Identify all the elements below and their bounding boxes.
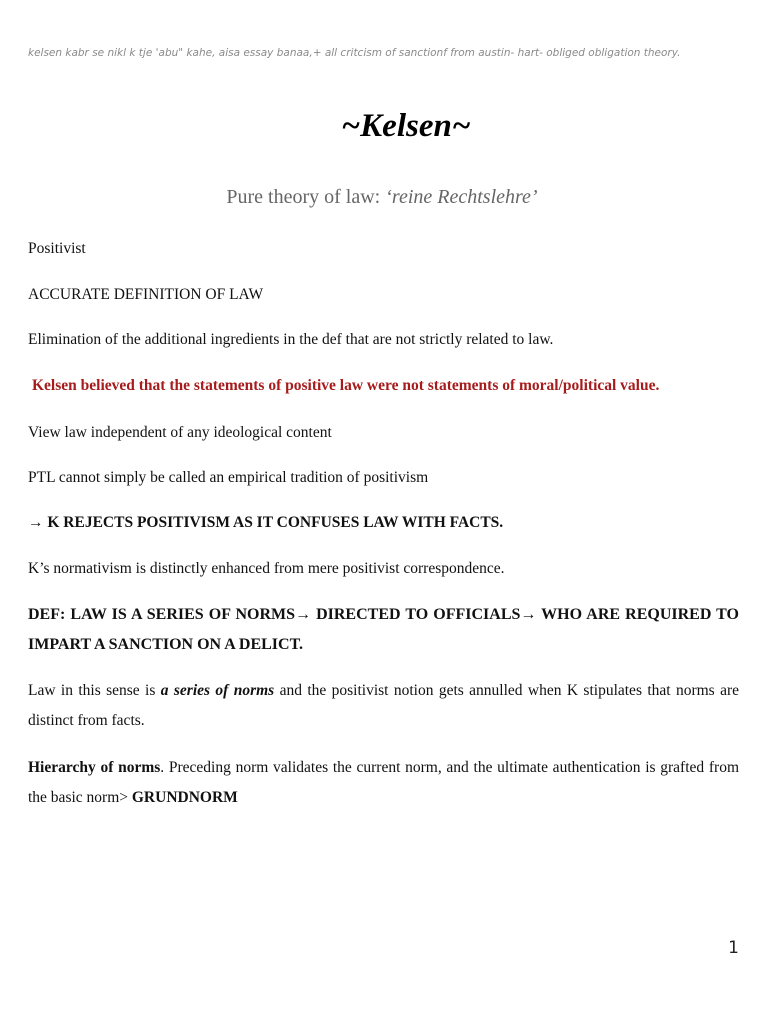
subtitle-prefix: Pure theory of law:	[226, 186, 386, 208]
paragraph-definition: DEF: LAW IS A SERIES OF NORMS→ DIRECTED TO OFFICIALS→ WHO ARE REQUIRED TO IMPART A SANCTION ON A DELICT.	[28, 606, 739, 653]
paragraph-k-rejects: → K REJECTS POSITIVISM AS IT CONFUSES LAW WITH FACTS.	[28, 514, 504, 531]
paragraph-elimination: Elimination of the additional ingredients in the def that are not strictly related to law.	[28, 331, 554, 348]
paragraph-ptl: PTL cannot simply be called an empirical tradition of positivism	[28, 469, 429, 486]
paragraph-normativism: K’s normativism is distinctly enhanced from mere positivist correspondence.	[28, 560, 505, 577]
paragraph-hierarchy	[28, 753, 739, 813]
page-subtitle	[0, 186, 764, 209]
law-sense-emphasis: a series of norms	[160, 682, 275, 699]
paragraph-view-law: View law independent of any ideological content	[28, 424, 332, 441]
paragraph-accurate-definition: ACCURATE DEFINITION OF LAW	[28, 286, 264, 303]
paragraph-kelsen-believed: Kelsen believed that the statements of positive law were not statements of moral/political value.	[32, 377, 660, 394]
law-sense-after: and the positivist notion gets annulled when K stipulates that norms are distinct from facts.	[28, 682, 739, 729]
hierarchy-text: . Preceding norm validates the current norm, and the ultimate authentication is grafted from the basic norm>	[28, 759, 740, 806]
hierarchy-grundnorm: GRUNDNORM	[131, 789, 238, 806]
page-title: ~Kelsen~	[341, 108, 471, 144]
header-note: kelsen kabr se nikl k tje 'abu" kahe, aisa essay banaa,+ all critcism of sanctionf from austin- hart- obliged obligation theory.	[28, 47, 681, 59]
law-sense-before: Law in this sense is	[28, 682, 161, 699]
hierarchy-heading: Hierarchy of norms	[28, 759, 161, 776]
paragraph-law-sense	[28, 676, 739, 736]
paragraph-positivist: Positivist	[28, 240, 86, 257]
page-number: 1	[728, 938, 739, 958]
subtitle-italic: ‘reine Rechtslehre’	[385, 186, 538, 208]
